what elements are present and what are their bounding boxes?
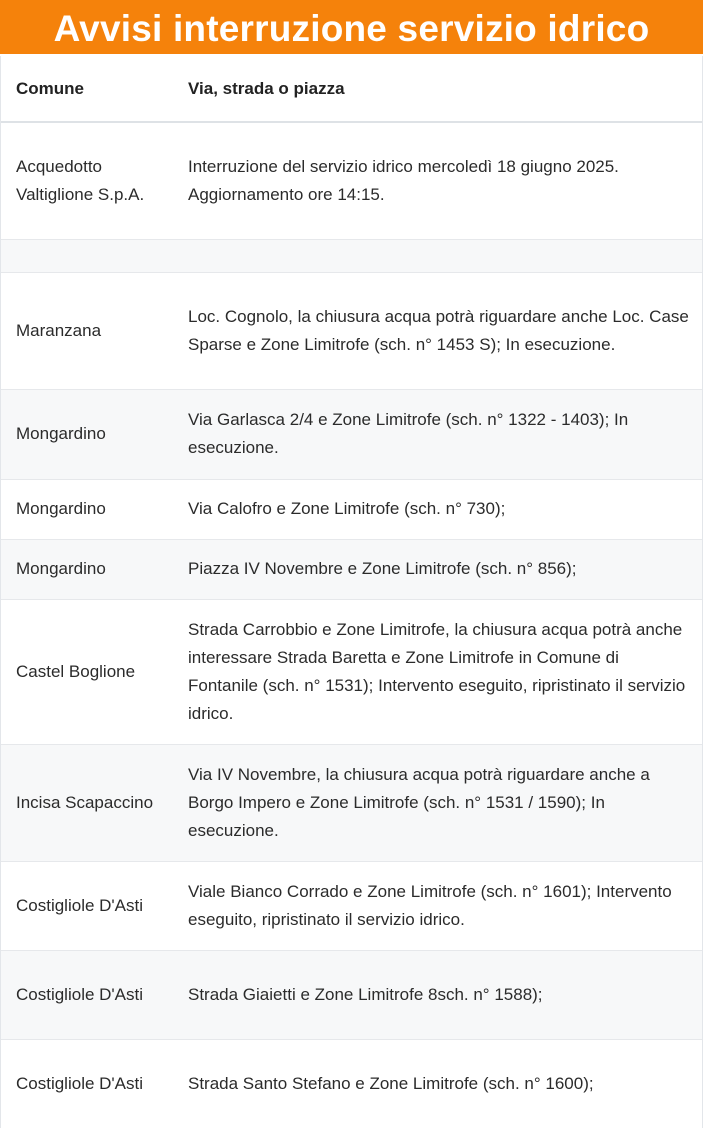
table-row [1, 744, 702, 861]
cell-comune: Costigliole D'Asti [1, 861, 173, 950]
table-row [1, 861, 702, 950]
table-row [1, 950, 702, 1039]
cell-via: Via Calofro e Zone Limitrofe (sch. n° 730); [173, 479, 702, 539]
cell-comune: Mongardino [1, 539, 173, 599]
table-row [1, 239, 702, 272]
cell-comune: Mongardino [1, 479, 173, 539]
cell-comune: Mongardino [1, 389, 173, 479]
table-row [1, 389, 702, 479]
cell-comune: Maranzana [1, 272, 173, 389]
cell-via: Via Garlasca 2/4 e Zone Limitrofe (sch. n° 1322 - 1403); In esecuzione. [173, 389, 702, 479]
cell-via: Loc. Cognolo, la chiusura acqua potrà riguardare anche Loc. Case Sparse e Zone Limitrofe (sch. n° 1453 S); In esecuzione. [173, 272, 702, 389]
cell-comune: Incisa Scapaccino [1, 744, 173, 861]
table-body [1, 122, 702, 1128]
table-row [1, 599, 702, 744]
table-row [1, 539, 702, 599]
cell-via: Strada Santo Stefano e Zone Limitrofe (sch. n° 1600); [173, 1039, 702, 1128]
cell-comune: Costigliole D'Asti [1, 1039, 173, 1128]
outage-table-card [0, 56, 703, 1128]
cell-via: Via IV Novembre, la chiusura acqua potrà riguardare anche a Borgo Impero e Zone Limitrofe (sch. n° 1531 / 1590); In esecuzione. [173, 744, 702, 861]
table-row [1, 122, 702, 239]
table-row [1, 1039, 702, 1128]
cell-via: Interruzione del servizio idrico mercoledì 18 giugno 2025. Aggiornamento ore 14:15. [173, 122, 702, 239]
cell-via: Strada Carrobbio e Zone Limitrofe, la chiusura acqua potrà anche interessare Strada Baretta e Zone Limitrofe in Comune di Fontanile (sch. n° 1531); Intervento eseguito, ripristinato il servizio idrico. [173, 599, 702, 744]
table-row [1, 272, 702, 389]
cell-via: Piazza IV Novembre e Zone Limitrofe (sch. n° 856); [173, 539, 702, 599]
title-banner [0, 0, 703, 54]
cell-comune: Acquedotto Valtiglione S.p.A. [1, 122, 173, 239]
cell-via [173, 239, 702, 272]
cell-via: Viale Bianco Corrado e Zone Limitrofe (sch. n° 1601); Intervento eseguito, ripristinato il servizio idrico. [173, 861, 702, 950]
cell-comune [1, 239, 173, 272]
cell-comune: Castel Boglione [1, 599, 173, 744]
page-title: Avvisi interruzione servizio idrico [53, 7, 650, 49]
header-row [1, 56, 702, 122]
column-header-via: Via, strada o piazza [173, 56, 702, 122]
cell-comune: Costigliole D'Asti [1, 950, 173, 1039]
cell-via: Strada Giaietti e Zone Limitrofe 8sch. n° 1588); [173, 950, 702, 1039]
table-header [1, 56, 702, 122]
column-header-comune: Comune [1, 56, 173, 122]
outage-table [1, 56, 702, 1128]
table-row [1, 479, 702, 539]
